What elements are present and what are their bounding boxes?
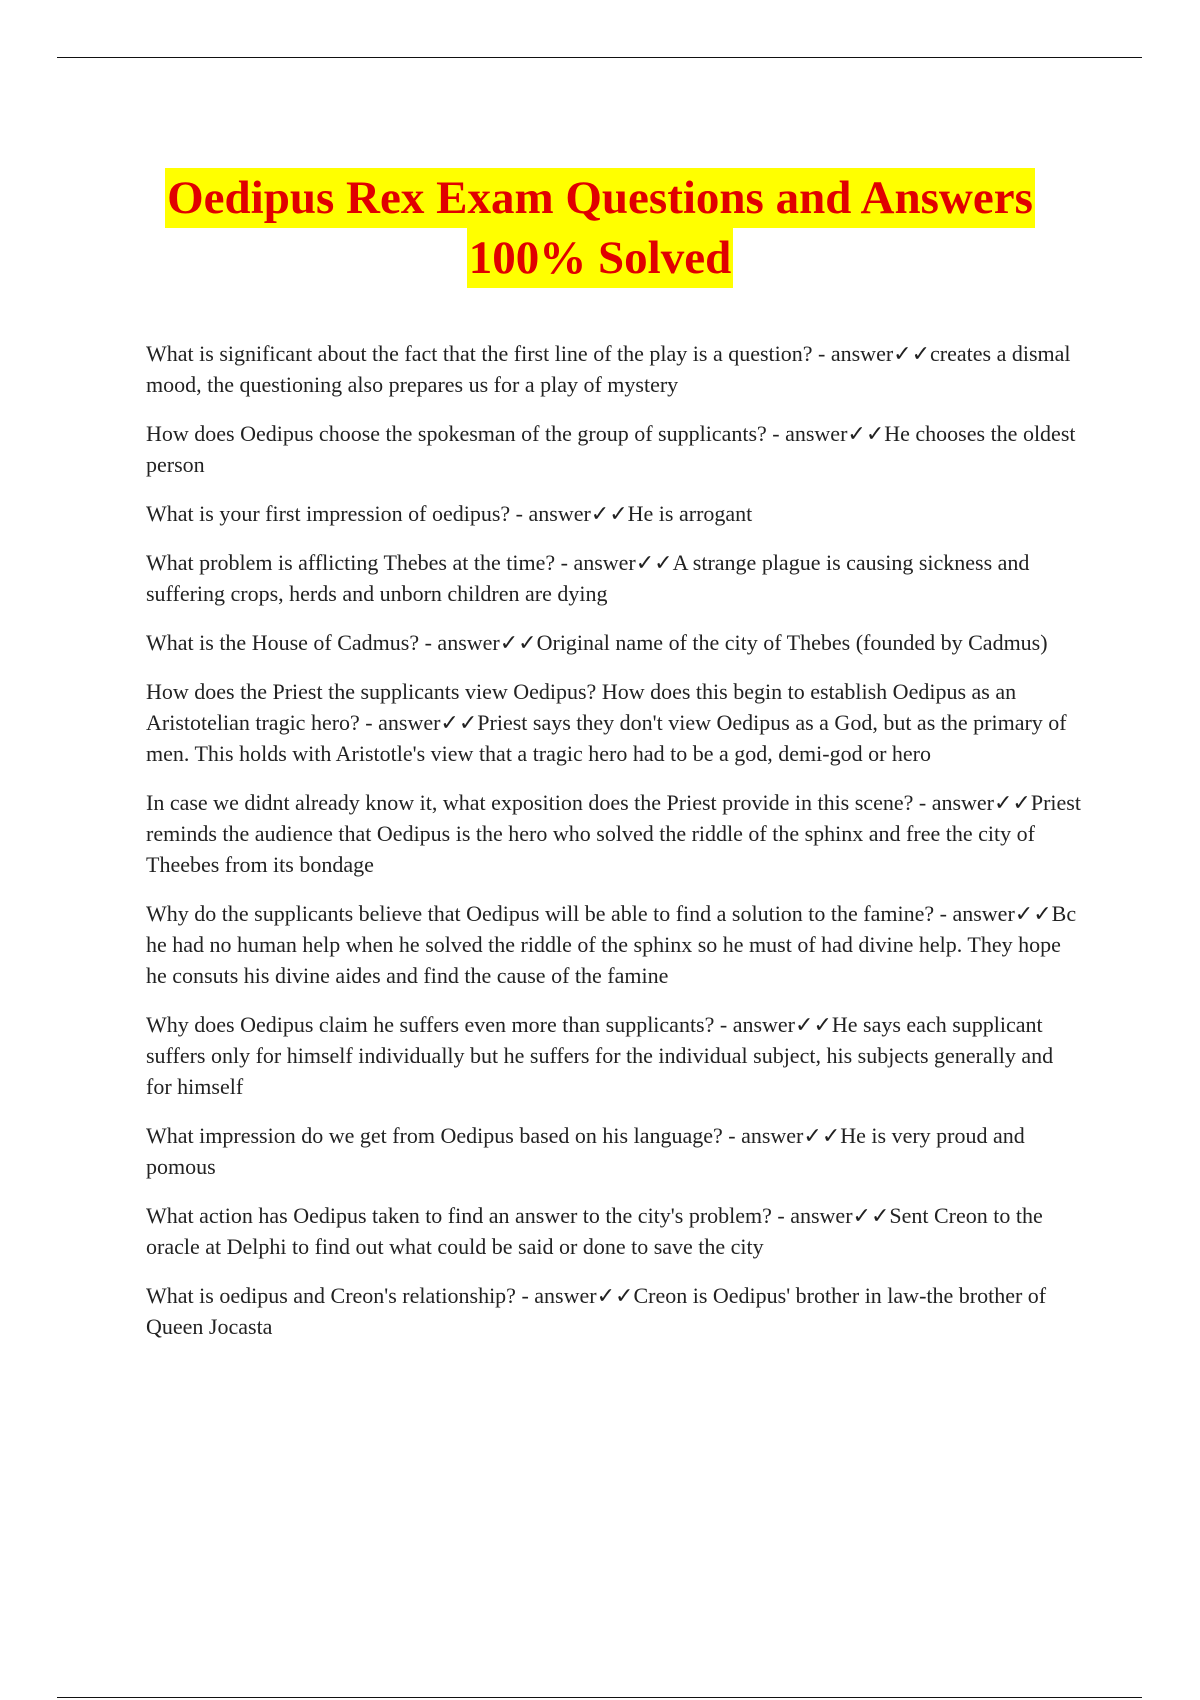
- title-line-1: Oedipus Rex Exam Questions and Answers: [165, 168, 1035, 228]
- qa-list: [146, 338, 1081, 1360]
- qa-entry: Why do the supplicants believe that Oedipus will be able to find a solution to the famine? - answer✓✓Bc he had no human help when he solved the riddle of the sphinx so he must of had divine help. They hope he consuts his divine aides and find the cause of the famine: [146, 901, 1077, 988]
- qa-entry: What impression do we get from Oedipus based on his language? - answer✓✓He is very proud and pomous: [146, 1123, 1025, 1179]
- bottom-rule: [57, 1697, 1142, 1698]
- top-rule: [57, 57, 1142, 58]
- qa-entry: Why does Oedipus claim he suffers even more than supplicants? - answer✓✓He says each supplicant suffers only for himself individually but he suffers for the individual subject, his subjects generally and for himself: [146, 1012, 1054, 1099]
- qa-entry: How does Oedipus choose the spokesman of the group of supplicants? - answer✓✓He chooses the oldest person: [146, 421, 1076, 477]
- qa-entry: What action has Oedipus taken to find an answer to the city's problem? - answer✓✓Sent Creon to the oracle at Delphi to find out what could be said or done to save the city: [146, 1203, 1043, 1259]
- qa-entry: What is oedipus and Creon's relationship? - answer✓✓Creon is Oedipus' brother in law-the brother of Queen Jocasta: [146, 1283, 1047, 1339]
- document-title: [0, 168, 1200, 288]
- title-line-2: 100% Solved: [467, 228, 733, 288]
- qa-entry: In case we didnt already know it, what exposition does the Priest provide in this scene? - answer✓✓Priest reminds the audience that Oedipus is the hero who solved the riddle of the sphinx and free the city of Theebes from its bondage: [146, 790, 1081, 877]
- qa-entry: What is the House of Cadmus? - answer✓✓Original name of the city of Thebes (founded by Cadmus): [146, 630, 1048, 655]
- qa-entry: What is your first impression of oedipus? - answer✓✓He is arrogant: [146, 501, 753, 526]
- qa-entry: What is significant about the fact that the first line of the play is a question? - answer✓✓creates a dismal mood, the questioning also prepares us for a play of mystery: [146, 341, 1071, 397]
- qa-entry: What problem is afflicting Thebes at the time? - answer✓✓A strange plague is causing sickness and suffering crops, herds and unborn children are dying: [146, 550, 1030, 606]
- qa-entry: How does the Priest the supplicants view Oedipus? How does this begin to establish Oedipus as an Aristotelian tragic hero? - answer✓✓Priest says they don't view Oedipus as a God, but as the primary of men. This holds with Aristotle's view that a tragic hero had to be a god, demi-god or hero: [146, 679, 1067, 766]
